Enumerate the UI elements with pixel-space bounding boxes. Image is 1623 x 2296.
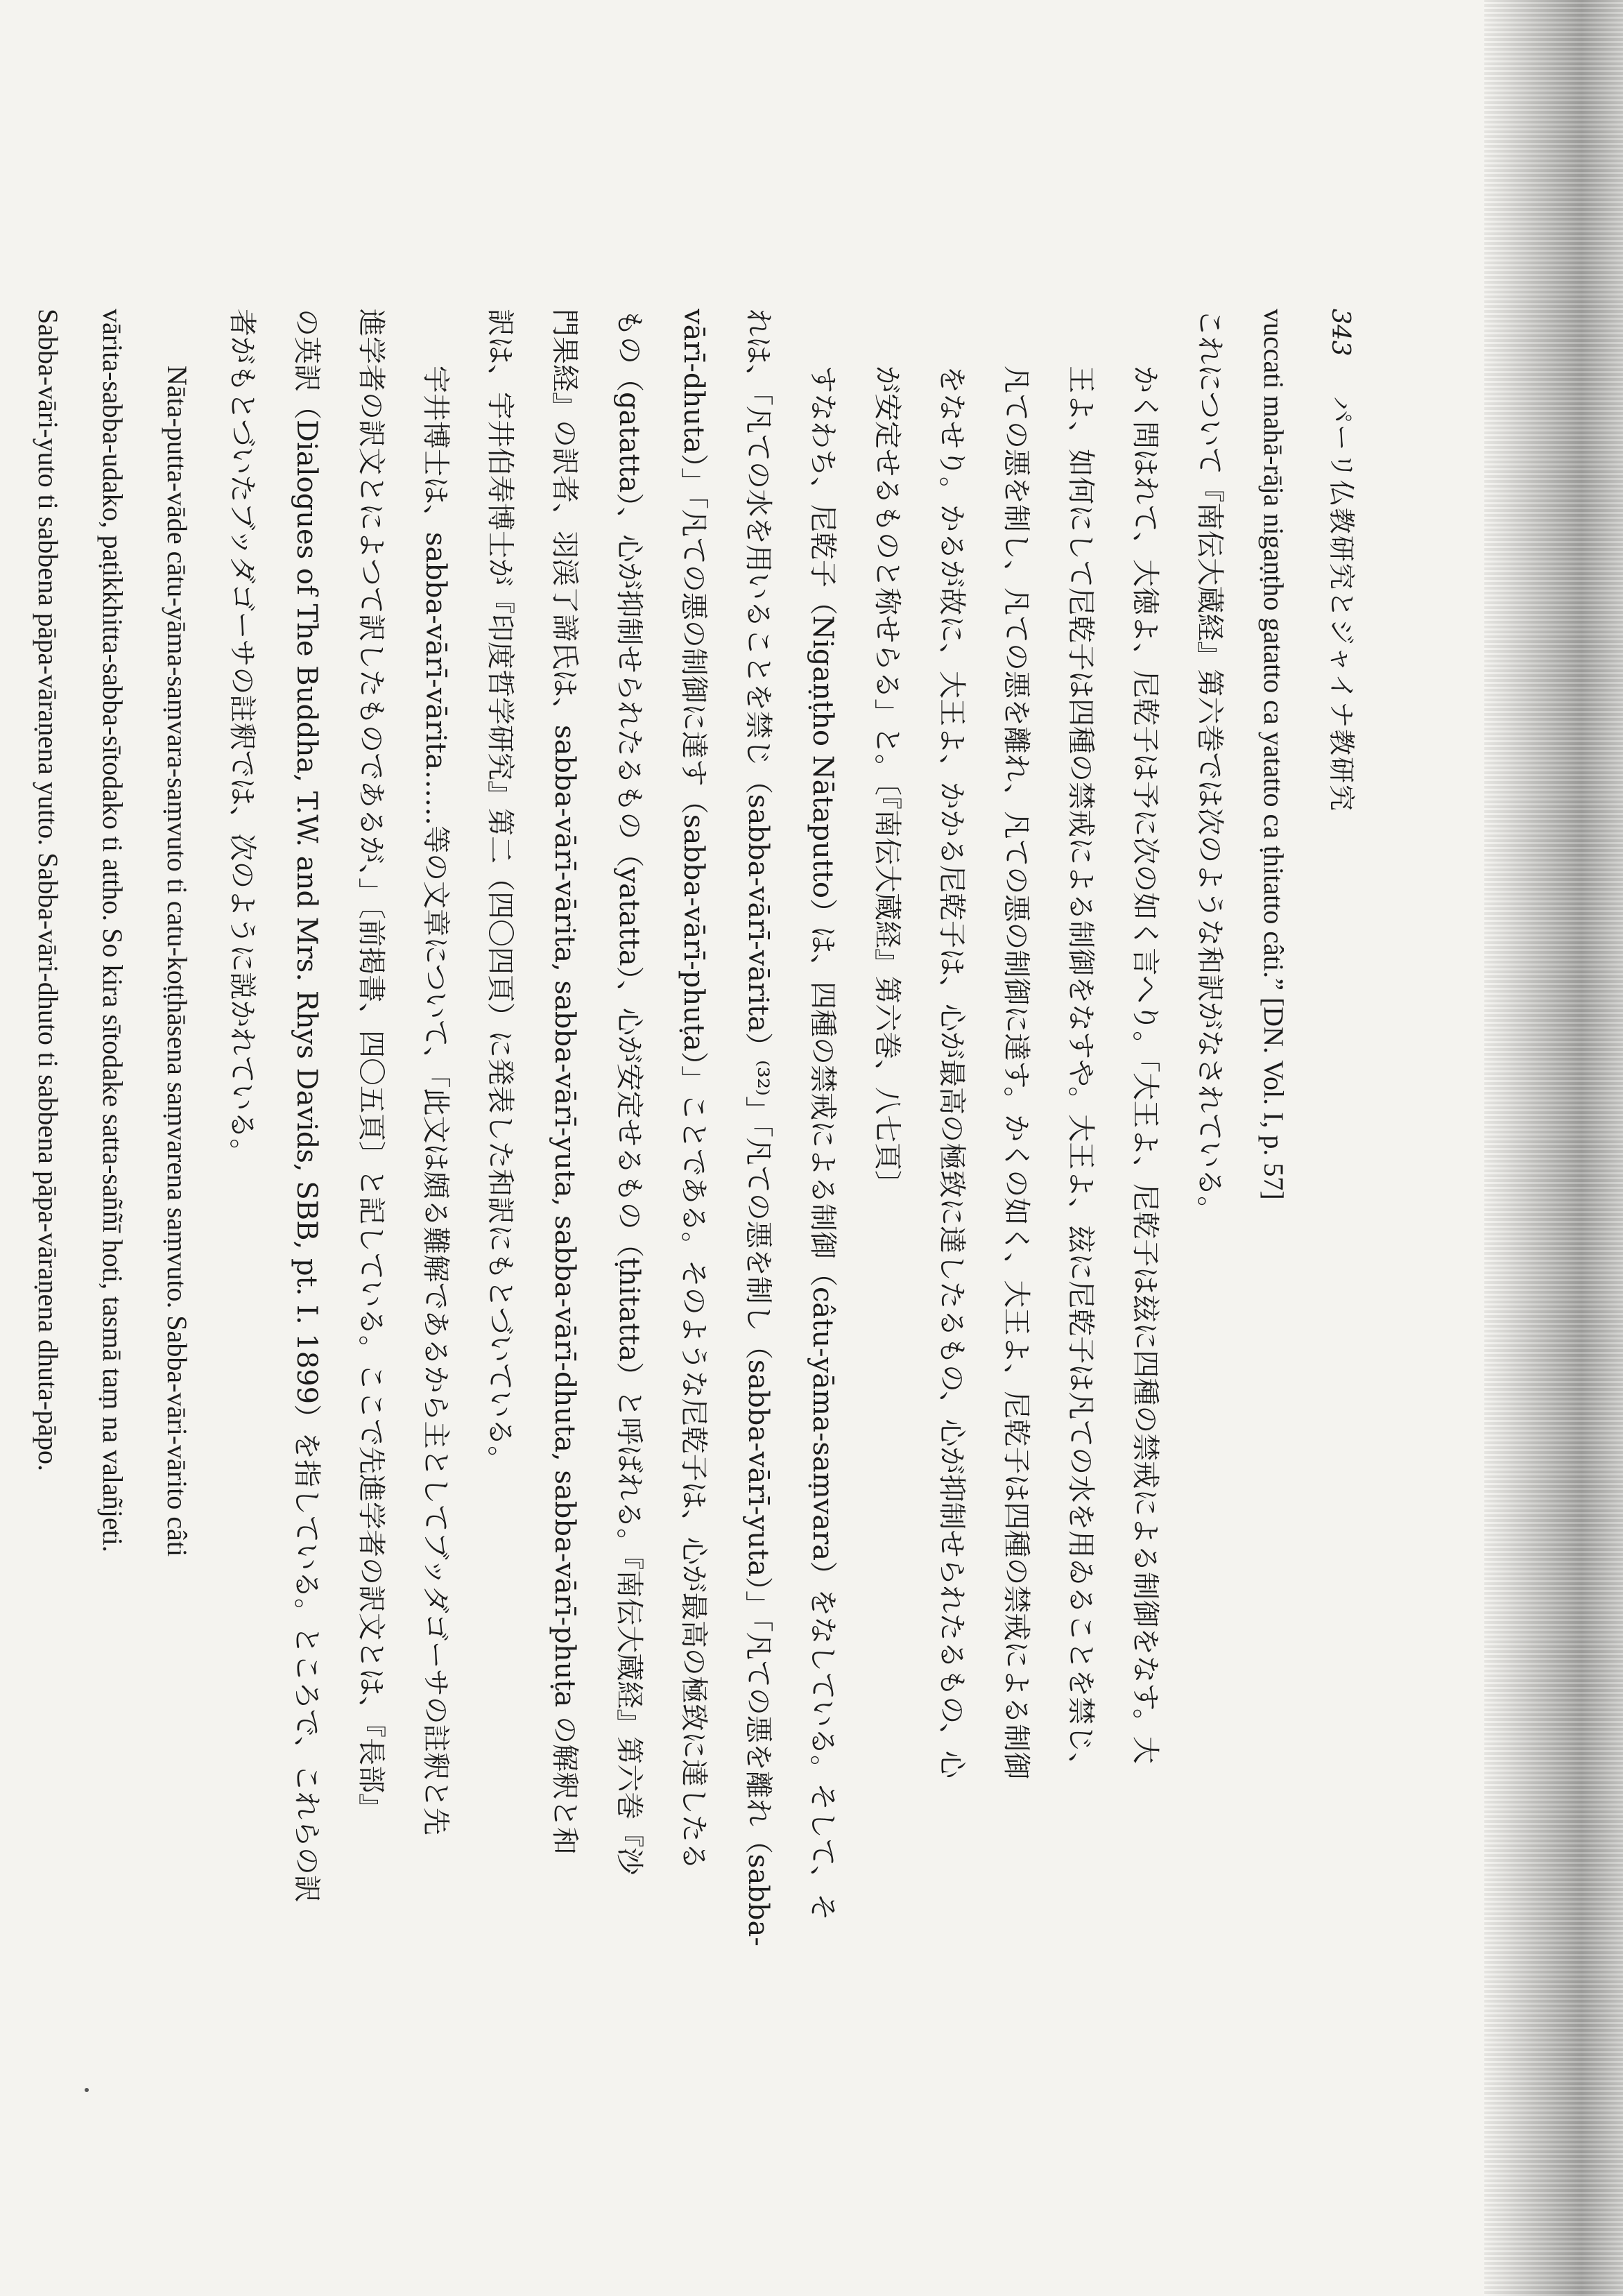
page-number: 343 [1326,309,1355,357]
text-line: れは、「凡ての水を用いることを禁じ（sabba-vārī-vārita）⁽³²⁾」「凡ての悪を制し（sabba-vārī-yuta）」「凡ての悪を離れ（sabba- [742,309,774,1946]
text-line: 凡ての悪を制し、凡ての悪を離れ、凡ての悪の制御に達す。かくの如く、大王よ、尼乾子は四種の禁戒による制御 [1000,366,1032,1780]
text-line: をなせり。かるが故に、大王よ、かかる尼乾子は、心が最高の極致に達したるもの、心が抑制せられたるもの、心 [936,366,968,1779]
text-line: 王よ、如何にして尼乾子は四種の禁戒による制御をなすや。大王よ、玆に尼乾子は凡ての水を用ゐることを禁じ、 [1065,366,1097,1781]
text-line: vārī-dhuta）」「凡ての悪の制御に達す（sabba-vārī-phuṭa）」ことである。そのような尼乾子は、心が最高の極致に達したる [678,309,710,1870]
text-line: Nāta-putta-vāde cātu-yāma-saṃvara-saṃvuto ti catu-koṭṭhāsena saṃvarena saṃvuto. Sabba-vāri-vārito câti [162,366,193,1557]
text-line: 進学者の訳文とによつて訳したものであるが、」〔前掲書、四〇五頁〕と記している。ここで先進学者の訳文とは、『長部』 [355,309,387,1821]
running-title: パーリ仏教研究とジャイナ教研究 [1326,396,1357,812]
text-line: 宇井博士は、sabba-vārī-vārita……等の文章について、「此文は頗る難解であるから主としてブッダゴーサの註釈と先 [420,366,452,1835]
text-line: vārita-sabba-udako, paṭikkhitta-sabba-sītodako ti attho. So kira sītodake satta-saññī hoti, tasmā taṃ na valañjeti. [97,309,128,1552]
text-line: 門果経』の訳者、羽渓了諦氏は、sabba-vārī-vārita, sabba-vārī-yuta, sabba-vārī-dhuta, sabba-vārī-phuṭa の解釈と和 [549,309,581,1855]
text-line: もの（gatatta）、心が抑制せられたるもの（yatatta）、心が安定せるもの（ṭhitatta）と呼ばれる。『南伝大蔵経』第六巻『沙 [613,309,645,1876]
scan-edge-shadow [1484,0,1623,2296]
text-line: 訳は、宇井伯寿博士が『印度哲学研究』第二（四〇四頁）に発表した和訳にもとづいている。 [484,309,516,1474]
text-line: vuccati mahā-rāja nigaṇṭho gatatto ca yatatto ca ṭhitatto câti.” [DN. Vol. I, p. 57] [1258,309,1289,1200]
text-line: が安定せるものと称せらる」と。〔『南伝大蔵経』第六巻、八七頁〕 [871,366,903,1198]
text-line: の英訳（Dialogues of The Buddha, T.W. and Mrs. Rhys Davids, SBB, pt. I. 1899）を指している。ところで、これらの訳 [291,309,323,1903]
text-line: これについて『南伝大蔵経』第六巻では次のような和訳がなされている。 [1194,309,1226,1224]
running-head [1321,309,1363,2251]
text-line: すなわち、尼乾子（Nigaṇṭho Nātaputto）は、四種の禁戒による制御（câtu-yāma-saṃvara）をなしている。そして、そ [807,366,839,1921]
text-line: Sabba-vāri-yuto ti sabbena pāpa-vāraṇena yutto. Sabba-vāri-dhuto ti sabbena pāpa-vāraṇena dhuta-pāpo. [33,309,64,1471]
text-line: かく問はれて、大徳よ、尼乾子は予に次の如く言へり。「大王よ、尼乾子は玆に四種の禁戒による制御をなす。大 [1129,366,1161,1764]
rotated-text-block [33,309,1363,2251]
text-line: 者がもとづいたブッダゴーサの註釈では、次のように説かれている。 [226,309,258,1167]
